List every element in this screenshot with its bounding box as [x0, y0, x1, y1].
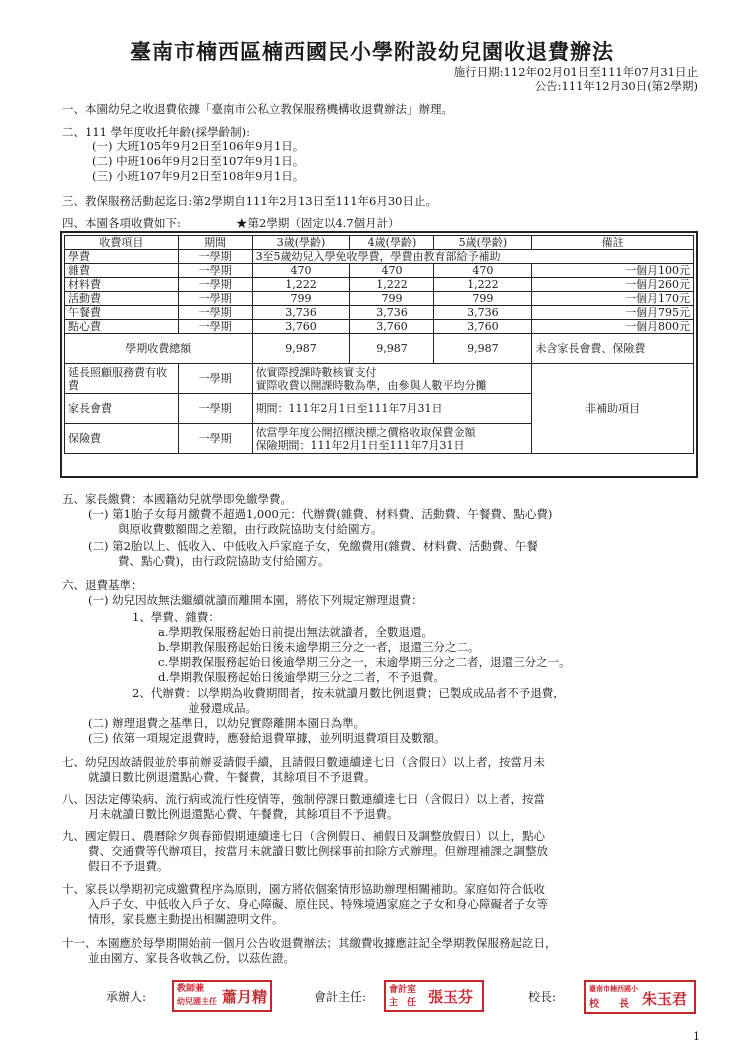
extra-note-line: 依當學年度公開招標決標之價格收取保費金額 — [255, 425, 476, 439]
value-cell: 1,222 — [350, 278, 434, 292]
item-cell: 點心費 — [65, 320, 179, 334]
item-cell: 家長會費 — [65, 394, 179, 424]
extra-note-line: 依實際授課時數核實支付 — [255, 365, 377, 379]
section-11-line: 十一、本園應於每學期開始前一個月公告收退費辦法；其繳費收據應註記全學期教保服務起訖日， — [62, 936, 557, 950]
note-cell: 一個月100元 — [532, 264, 694, 278]
table-row — [65, 306, 694, 320]
extra-note-line: 實際收費以開課時數為準，由參與人數平均分攤 — [255, 378, 487, 392]
value-cell: 3,736 — [350, 306, 434, 320]
refund-rule: b.學期教保服務起始日後未逾學期三分之一者，退還三分之二。 — [158, 640, 480, 654]
section-10-line: 情形，家長應主動提出相關證明文件。 — [88, 912, 284, 926]
item-cell: 學費 — [65, 250, 179, 264]
refund-rule: c.學期教保服務起始日後逾學期三分之一，未逾學期三分之二者，退還三分之一。 — [158, 655, 571, 669]
section-6-line: 並發還成品。 — [188, 701, 257, 715]
section-5-head: 五、家長繳費：本國籍幼兒就學即免繳學費。 — [62, 492, 292, 506]
section-3: 三、教保服務活動起迄日:第2學期自111年2月13日至111年6月30日止。 — [62, 194, 437, 208]
table-row — [65, 264, 694, 278]
total-value: 9,987 — [252, 334, 350, 364]
period-cell: 一學期 — [178, 394, 252, 424]
accountant-label: 會計主任: — [314, 990, 367, 1004]
period-cell: 一學期 — [178, 364, 252, 394]
section-4-head: 四、本園各項收費如下: — [62, 216, 181, 230]
section-10-line: 十、家長以學期初完成繳費程序為原則，園方將依個案情形協助辦理相關補助。家庭如符合低收 — [62, 882, 545, 896]
age-range-item: (三) 小班107年9月2日至108年9月1日。 — [92, 169, 305, 183]
value-cell: 1,222 — [434, 278, 532, 292]
header-cell: 4歲(學齡) — [350, 236, 434, 250]
section-5-line: (二) 第2胎以上、低收入、中低收入戶家庭子女，免繳費用(雜費、材料費、活動費、午餐 — [88, 539, 538, 553]
table-row — [65, 278, 694, 292]
section-6-line: (二) 辦理退費之基準日，以幼兒實際離開本園日為準。 — [88, 716, 366, 730]
period-cell: 一學期 — [178, 292, 252, 306]
item-cell: 保險費 — [65, 424, 179, 454]
age-range-item: (一) 大班105年9月2日至106年9月1日。 — [92, 139, 305, 153]
period-cell: 一學期 — [178, 264, 252, 278]
section-11-line: 並由園方、家長各收執乙份，以茲佐證。 — [88, 951, 295, 965]
extra-note — [252, 394, 532, 424]
item-cell: 延長照顧服務費有收費 — [65, 364, 179, 394]
period-cell: 一學期 — [178, 424, 252, 454]
seal-title: 主 任 — [389, 998, 417, 1008]
table-row — [65, 250, 694, 264]
period-cell: 一學期 — [178, 278, 252, 292]
table-row — [65, 320, 694, 334]
section-8-line: 八、因法定傳染病、流行病或流行性疫情等，強制停課日數連續達七日（含假日）以上者，按當 — [62, 792, 545, 806]
item-cell: 午餐費 — [65, 306, 179, 320]
value-cell: 799 — [252, 292, 350, 306]
extra-note-line: 期間：111年2月1日至111年7月31日 — [255, 402, 443, 415]
note-cell: 一個月260元 — [532, 278, 694, 292]
value-cell: 470 — [252, 264, 350, 278]
section-7-line: 就讀日數比例退還點心費、午餐費，其餘項目不予退費。 — [88, 770, 376, 784]
tuition-note: 3至5歲幼兒入學免收學費，學費由教育部給予補助 — [252, 250, 693, 264]
value-cell: 3,760 — [434, 320, 532, 334]
section-9-line: 假日不予退費。 — [88, 859, 169, 873]
total-value: 9,987 — [350, 334, 434, 364]
note-cell: 一個月795元 — [532, 306, 694, 320]
section-6-head: 六、退費基準： — [62, 578, 143, 592]
semester-note: ★第2學期（固定以4.7個月計） — [236, 216, 400, 230]
item-cell: 雜費 — [65, 264, 179, 278]
effective-date: 施行日期:112年02月01日至111年07月31日止 — [453, 65, 698, 79]
handler-seal — [172, 980, 272, 1012]
seal-title: 教師兼 — [177, 984, 205, 994]
item-cell: 材料費 — [65, 278, 179, 292]
seal-title: 校 長 — [589, 999, 629, 1010]
announce-date: 公告:111年12月30日(第2學期) — [534, 79, 698, 93]
section-9-line: 費、交通費等代辦項目，按當月未就讀日數比例採事前扣除方式辦理。但辦理補課之調整放 — [88, 844, 548, 858]
section-7-line: 七、幼兒因故請假並於事前辦妥請假手續，且請假日數連續達七日（含假日）以上者，按當月未 — [62, 755, 545, 769]
value-cell: 470 — [434, 264, 532, 278]
header-cell: 收費項目 — [65, 236, 179, 250]
header-cell: 5歲(學齡) — [434, 236, 532, 250]
section-8-line: 月未就讀日數比例退還點心費、午餐費，其餘項目不予退費。 — [88, 807, 399, 821]
section-9-line: 九、國定假日、農曆除夕與春節假期連續達七日（含例假日、補假日及調整放假日）以上，點心 — [62, 829, 545, 843]
section-5-line: 與原收費數額間之差額，由行政院協助支付給園方。 — [118, 522, 383, 536]
value-cell: 3,736 — [252, 306, 350, 320]
value-cell: 799 — [434, 292, 532, 306]
age-range-item: (二) 中班106年9月2日至107年9月1日。 — [92, 154, 305, 168]
table-row — [65, 292, 694, 306]
fee-table — [64, 235, 694, 454]
accountant-seal — [384, 980, 484, 1012]
extra-note — [252, 424, 532, 454]
seal-name: 蕭月精 — [222, 988, 268, 1006]
note-cell: 一個月800元 — [532, 320, 694, 334]
value-cell: 3,760 — [252, 320, 350, 334]
extra-note — [252, 364, 532, 394]
page-number: 1 — [693, 1030, 700, 1043]
header-cell: 備註 — [532, 236, 694, 250]
section-6-line: (一) 幼兒因故無法繼續就讀而離開本園，將依下列規定辦理退費： — [88, 593, 423, 607]
total-value: 9,987 — [434, 334, 532, 364]
section-5-line: 費、點心費)，由行政院協助支付給園方。 — [118, 554, 330, 568]
principal-seal — [584, 980, 696, 1014]
section-10-line: 入戶子女、中低收入戶子女、身心障礙、原住民、特殊境遇家庭之子女和身心障礙者子女等 — [88, 897, 548, 911]
section-6-line: 2、代辦費：以學期為收費期間者，按未就讀月數比例退費；已製成成品者不予退費， — [132, 686, 565, 700]
handler-label: 承辦人: — [106, 990, 147, 1004]
header-cell: 3歲(學齡) — [252, 236, 350, 250]
seal-title: 臺南市楠西國小 — [589, 985, 638, 993]
value-cell: 470 — [350, 264, 434, 278]
total-label: 學期收費總額 — [65, 334, 253, 364]
section-6-line: 1、學費、雜費： — [132, 610, 220, 624]
table-row — [65, 364, 694, 394]
extra-note-line: 保險期間：111年2月1日至111年7月31日 — [255, 438, 465, 452]
section-6-line: (三) 依第一項規定退費時，應發給退費單據，並列明退費項目及數額。 — [88, 731, 446, 745]
value-cell: 3,736 — [434, 306, 532, 320]
total-row — [65, 334, 694, 364]
refund-rule: a.學期教保服務起始日前提出無法就讀者，全數退還。 — [158, 625, 434, 639]
value-cell: 3,760 — [350, 320, 434, 334]
section-2-head: 二、111 學年度收托年齡(採學齡制): — [62, 125, 250, 139]
seal-name: 張玉芬 — [428, 988, 474, 1006]
note-cell: 一個月170元 — [532, 292, 694, 306]
value-cell: 1,222 — [252, 278, 350, 292]
document-title: 臺南市楠西區楠西國民小學附設幼兒園收退費辦法 — [130, 40, 614, 64]
period-cell: 一學期 — [178, 320, 252, 334]
section-5-line: (一) 第1胎子女每月繳費不超過1,000元：代辦費(雜費、材料費、活動費、午餐費、點心費) — [88, 507, 553, 521]
principal-label: 校長: — [528, 990, 557, 1004]
section-1: 一、本園幼兒之收退費依據「臺南市公私立教保服務機構收退費辦法」辦理。 — [62, 102, 453, 116]
seal-title: 幼兒園主任 — [177, 997, 217, 1006]
non-subsidy-label: 非補助項目 — [532, 364, 694, 454]
refund-rule: d.學期教保服務起始日後逾學期三分之二者，不予退費。 — [158, 670, 446, 684]
seal-title: 會計室 — [389, 985, 417, 995]
header-cell: 期間 — [178, 236, 252, 250]
seal-name: 朱玉君 — [642, 990, 688, 1008]
table-header-row — [65, 236, 694, 250]
period-cell: 一學期 — [178, 306, 252, 320]
total-note: 未含家長會費、保險費 — [532, 334, 694, 364]
period-cell: 一學期 — [178, 250, 252, 264]
value-cell: 799 — [350, 292, 434, 306]
item-cell: 活動費 — [65, 292, 179, 306]
